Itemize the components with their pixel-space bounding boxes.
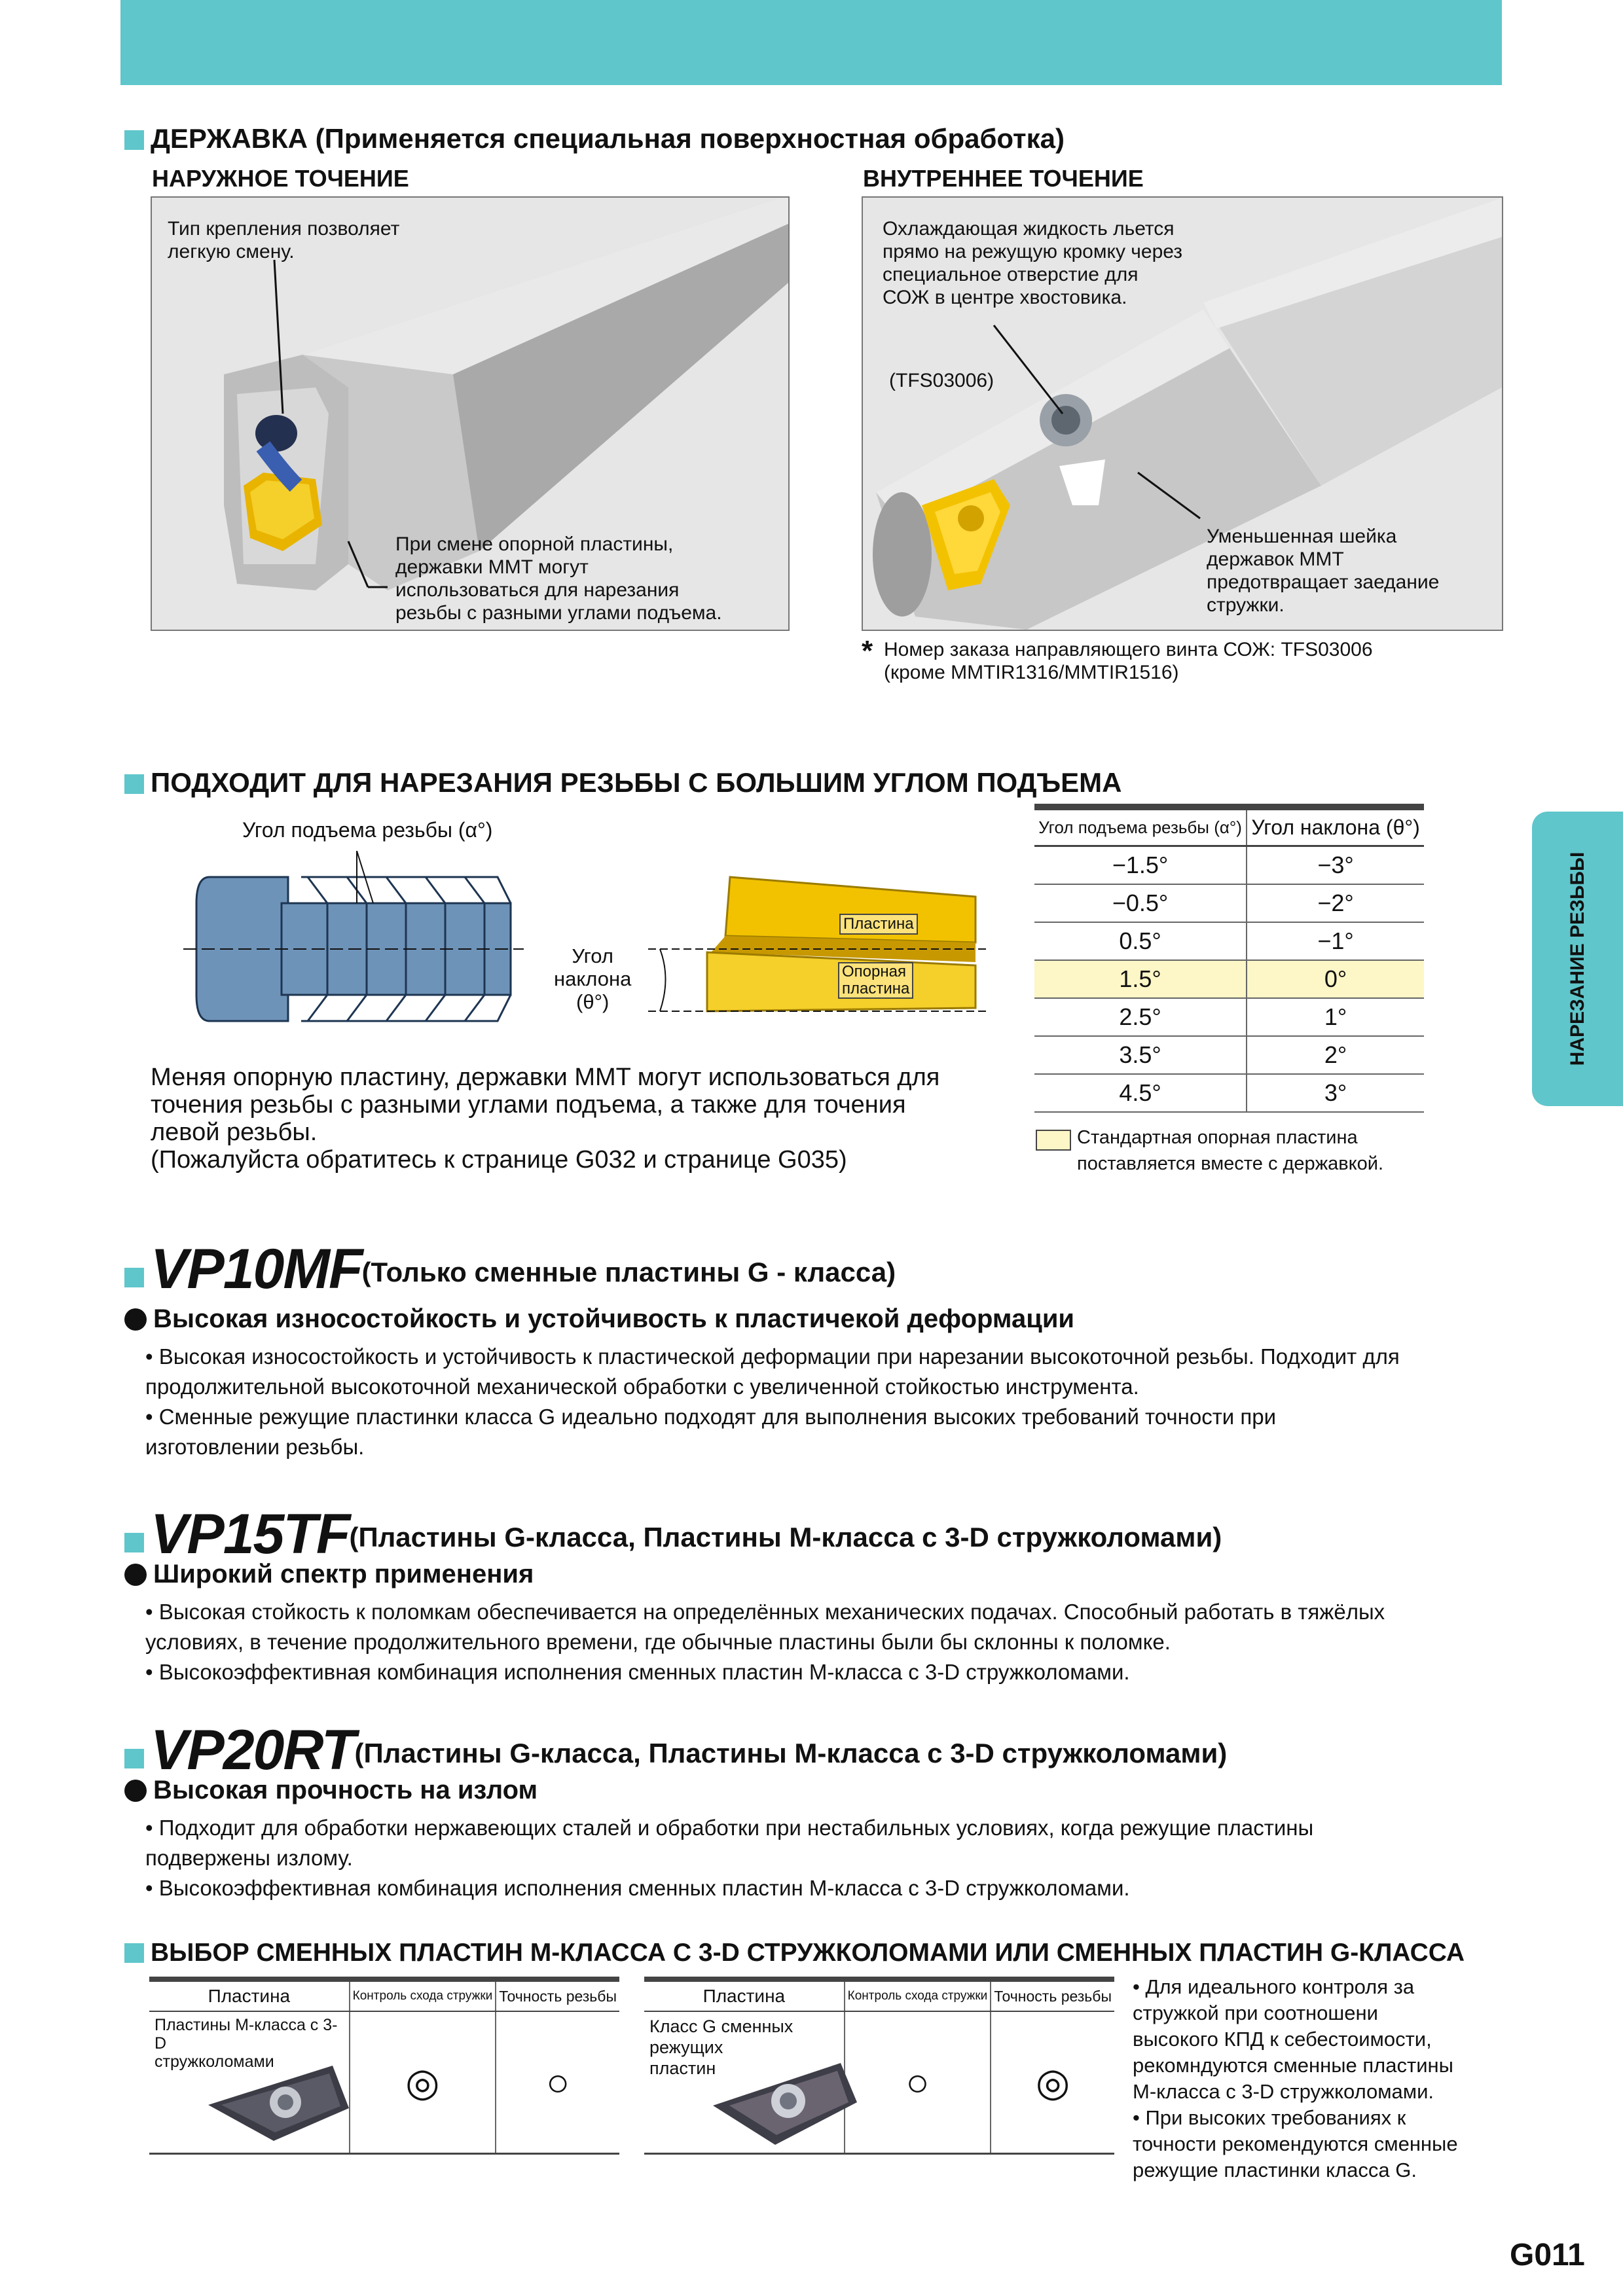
grade-name: VP20RT: [151, 1719, 355, 1782]
selection-table-g-class: [644, 1977, 1114, 2155]
inclination-cell: −1°: [1247, 922, 1424, 960]
table-row: [1034, 846, 1424, 885]
lead-angle-cell: 1.5°: [1034, 960, 1247, 998]
grade-name: VP10MF: [151, 1238, 362, 1300]
insert-inclination-drawing: [648, 870, 995, 1041]
lead-angle-cell: 0.5°: [1034, 922, 1247, 960]
grade-vp15tf-description: • Высокая стойкость к поломкам обеспечивается на определённых механических подачах. Способный работать в тяжёлых условиях, в течение продолжительного времени, где обычные пластины были бы склонны к поломке. • Высокоэффективная комбинация исполнения сменных пластин M-класса с 3-D стружколомами.: [145, 1600, 1385, 1684]
insert-cell: [644, 2011, 845, 2154]
lead-angle-cell: −1.5°: [1034, 846, 1247, 885]
grade-subtitle: (Только сменные пластины G - класса): [361, 1257, 896, 1287]
side-tab-thread-turning: НАРЕЗАНИЕ РЕЗЬБЫ: [1532, 812, 1623, 1106]
external-callout-clamp: Тип крепления позволяет легкую смену.: [168, 218, 400, 262]
section-square-icon: [124, 1943, 144, 1963]
section-square-icon: [124, 130, 144, 150]
grade-vp20rt-headline: Высокая прочность на излом: [124, 1776, 538, 1805]
circle-symbol: ○: [546, 2060, 570, 2104]
grade-vp10mf-description: • Высокая износостойкость и устойчивость к пластической деформации при нарезании высокоточной резьбы. Подходит для продолжительной высокоточной механической обработки с увеличенной стойкостью инструмента. • Сменные режущие пластинки класса G идеально подходят для выполнения высоких требований точности при изготовлении резьбы.: [145, 1344, 1400, 1459]
column-header-chip-control: Контроль схода стружки: [350, 1979, 496, 2011]
column-header-insert: Пластина: [644, 1979, 845, 2011]
selection-recommendations: • Для идеального контроля за стружкой при соотношени высокого КПД к себестоимости, рекомндуются сменные пластины M-класса с 3-D стружколомами. • При высоких требованиях к точности рекомендуются сменные режущие пластинки класса G.: [1133, 1975, 1458, 2181]
footnote-asterisk: *: [862, 635, 873, 667]
column-header-chip-control: Контроль схода стружки: [845, 1979, 991, 2011]
holder-section-title: ДЕРЖАВКА (Применяется специальная поверхностная обработка): [124, 123, 1065, 154]
section-square-icon: [124, 774, 144, 794]
grade-name: VP15TF: [151, 1503, 350, 1566]
column-header-accuracy: Точность резьбы: [991, 1979, 1114, 2011]
legend-swatch-standard: [1036, 1130, 1071, 1151]
coolant-screw-code: (TFS03006): [889, 370, 994, 391]
table-row: [149, 2011, 619, 2154]
thread-lead-angle-label: Угол подъема резьбы (α°): [242, 818, 493, 842]
bullet-dot-icon: [124, 1564, 147, 1586]
grade-vp20rt-title: [124, 1718, 1227, 1783]
table-row: [1034, 884, 1424, 922]
inclination-cell: −3°: [1247, 846, 1424, 885]
chip-control-cell: [350, 2011, 496, 2154]
column-header-lead-angle: Угол подъема резьбы (α°): [1034, 807, 1247, 846]
inclination-angle-label: Угол наклона (θ°): [554, 944, 632, 1013]
internal-turning-label: ВНУТРЕННЕЕ ТОЧЕНИЕ: [863, 165, 1144, 192]
internal-holder-illustration: [862, 196, 1503, 631]
internal-callout-neck: Уменьшенная шейка державок MMT предотвращает заедание стружки.: [1207, 526, 1440, 616]
g-class-insert-image: [710, 2056, 860, 2148]
table-header-row: [644, 1979, 1114, 2011]
insert-cell: [149, 2011, 350, 2154]
column-header-inclination: Угол наклона (θ°): [1247, 807, 1424, 846]
internal-callout-coolant: Охлаждающая жидкость льется прямо на режущую кромку через специальное отверстие для СОЖ в центре хвостовика.: [883, 218, 1183, 308]
table-row: [1034, 1074, 1424, 1112]
grade-vp20rt-description: • Подходит для обработки нержавеющих сталей и обработки при нестабильных условиях, когда режущие пластины подвержены излому. • Высокоэффективная комбинация исполнения сменных пластин M-класса с 3-D стружколомами.: [145, 1816, 1314, 1900]
bullet-dot-icon: [124, 1780, 147, 1802]
coolant-screw-footnote: Номер заказа направляющего винта СОЖ: TFS03006 (кроме MMTIR1316/MMTIR1516): [884, 639, 1373, 683]
lead-angle-cell: 3.5°: [1034, 1036, 1247, 1074]
accuracy-cell: [991, 2011, 1114, 2154]
inclination-cell: −2°: [1247, 884, 1424, 922]
lead-inclination-table: [1034, 804, 1424, 1113]
lead-angle-cell: 2.5°: [1034, 998, 1247, 1036]
grade-vp15tf-title: [124, 1502, 1222, 1567]
grade-vp10mf-headline: Высокая износостойкость и устойчивость к пластичекой деформации: [124, 1304, 1074, 1334]
chip-control-cell: [845, 2011, 991, 2154]
section-square-icon: [124, 1268, 144, 1287]
table-row: [1034, 1036, 1424, 1074]
top-accent-bar: [120, 0, 1502, 85]
table-row-standard: [1034, 960, 1424, 998]
inclination-cell: 2°: [1247, 1036, 1424, 1074]
circle-symbol: ○: [905, 2060, 930, 2104]
grade-subtitle: (Пластины G-класса, Пластины M-класса с 3-D стружколомами): [349, 1522, 1222, 1552]
external-callout-shim: При смене опорной пластины, державки MMT могут использоваться для нарезания резьбы с разными углами подъема.: [395, 533, 722, 624]
table-header-row: [1034, 807, 1424, 846]
insert-type-label: Пластины M-класса с 3-D стружколомами: [155, 2016, 338, 2071]
external-turning-label: НАРУЖНОЕ ТОЧЕНИЕ: [152, 165, 409, 192]
lead-angle-description: Меняя опорную пластину, державки MMT могут использоваться для точения резьбы с разными углами подъема, а также для точения левой резьбы. (Пожалуйста обратитесь к странице G032 и странице G035): [151, 1064, 940, 1174]
table-header-row: [149, 1979, 619, 2011]
lead-angle-cell: 4.5°: [1034, 1074, 1247, 1112]
grade-vp10mf-title: [124, 1237, 896, 1302]
insert-selection-title: ВЫБОР СМЕННЫХ ПЛАСТИН M-КЛАССА С 3-D СТРУЖКОЛОМАМИ ИЛИ СМЕННЫХ ПЛАСТИН G-КЛАССА: [124, 1939, 1465, 1967]
selection-table-m-class: [149, 1977, 619, 2155]
insert-type-label: Класс G сменных режущих пластин: [649, 2017, 793, 2078]
m-class-insert-image: [202, 2059, 352, 2144]
double-circle-symbol: ◎: [405, 2060, 440, 2104]
accuracy-cell: [496, 2011, 619, 2154]
external-holder-illustration: [151, 196, 790, 631]
bullet-dot-icon: [124, 1308, 147, 1331]
table-row: [1034, 922, 1424, 960]
section-square-icon: [124, 1533, 144, 1552]
insert-part-label: Пластина: [839, 914, 918, 935]
double-circle-symbol: ◎: [1035, 2060, 1070, 2104]
inclination-cell: 1°: [1247, 998, 1424, 1036]
inclination-cell: 0°: [1247, 960, 1424, 998]
inclination-cell: 3°: [1247, 1074, 1424, 1112]
standard-shim-note: Стандартная опорная пластина поставляется вместе с державкой.: [1077, 1127, 1384, 1174]
thread-lead-drawing: [183, 851, 524, 1047]
column-header-insert: Пластина: [149, 1979, 350, 2011]
table-row: [644, 2011, 1114, 2154]
grade-vp15tf-headline: Широкий спектр применения: [124, 1560, 534, 1589]
lead-angle-section-title: ПОДХОДИТ ДЛЯ НАРЕЗАНИЯ РЕЗЬБЫ С БОЛЬШИМ УГЛОМ ПОДЪЕМА: [124, 767, 1122, 798]
lead-angle-cell: −0.5°: [1034, 884, 1247, 922]
page-number: G011: [1510, 2238, 1585, 2272]
column-header-accuracy: Точность резьбы: [496, 1979, 619, 2011]
table-row: [1034, 998, 1424, 1036]
grade-subtitle: (Пластины G-класса, Пластины M-класса с 3-D стружколомами): [354, 1738, 1228, 1768]
shim-part-label: Опорная пластина: [838, 962, 913, 999]
section-square-icon: [124, 1749, 144, 1768]
